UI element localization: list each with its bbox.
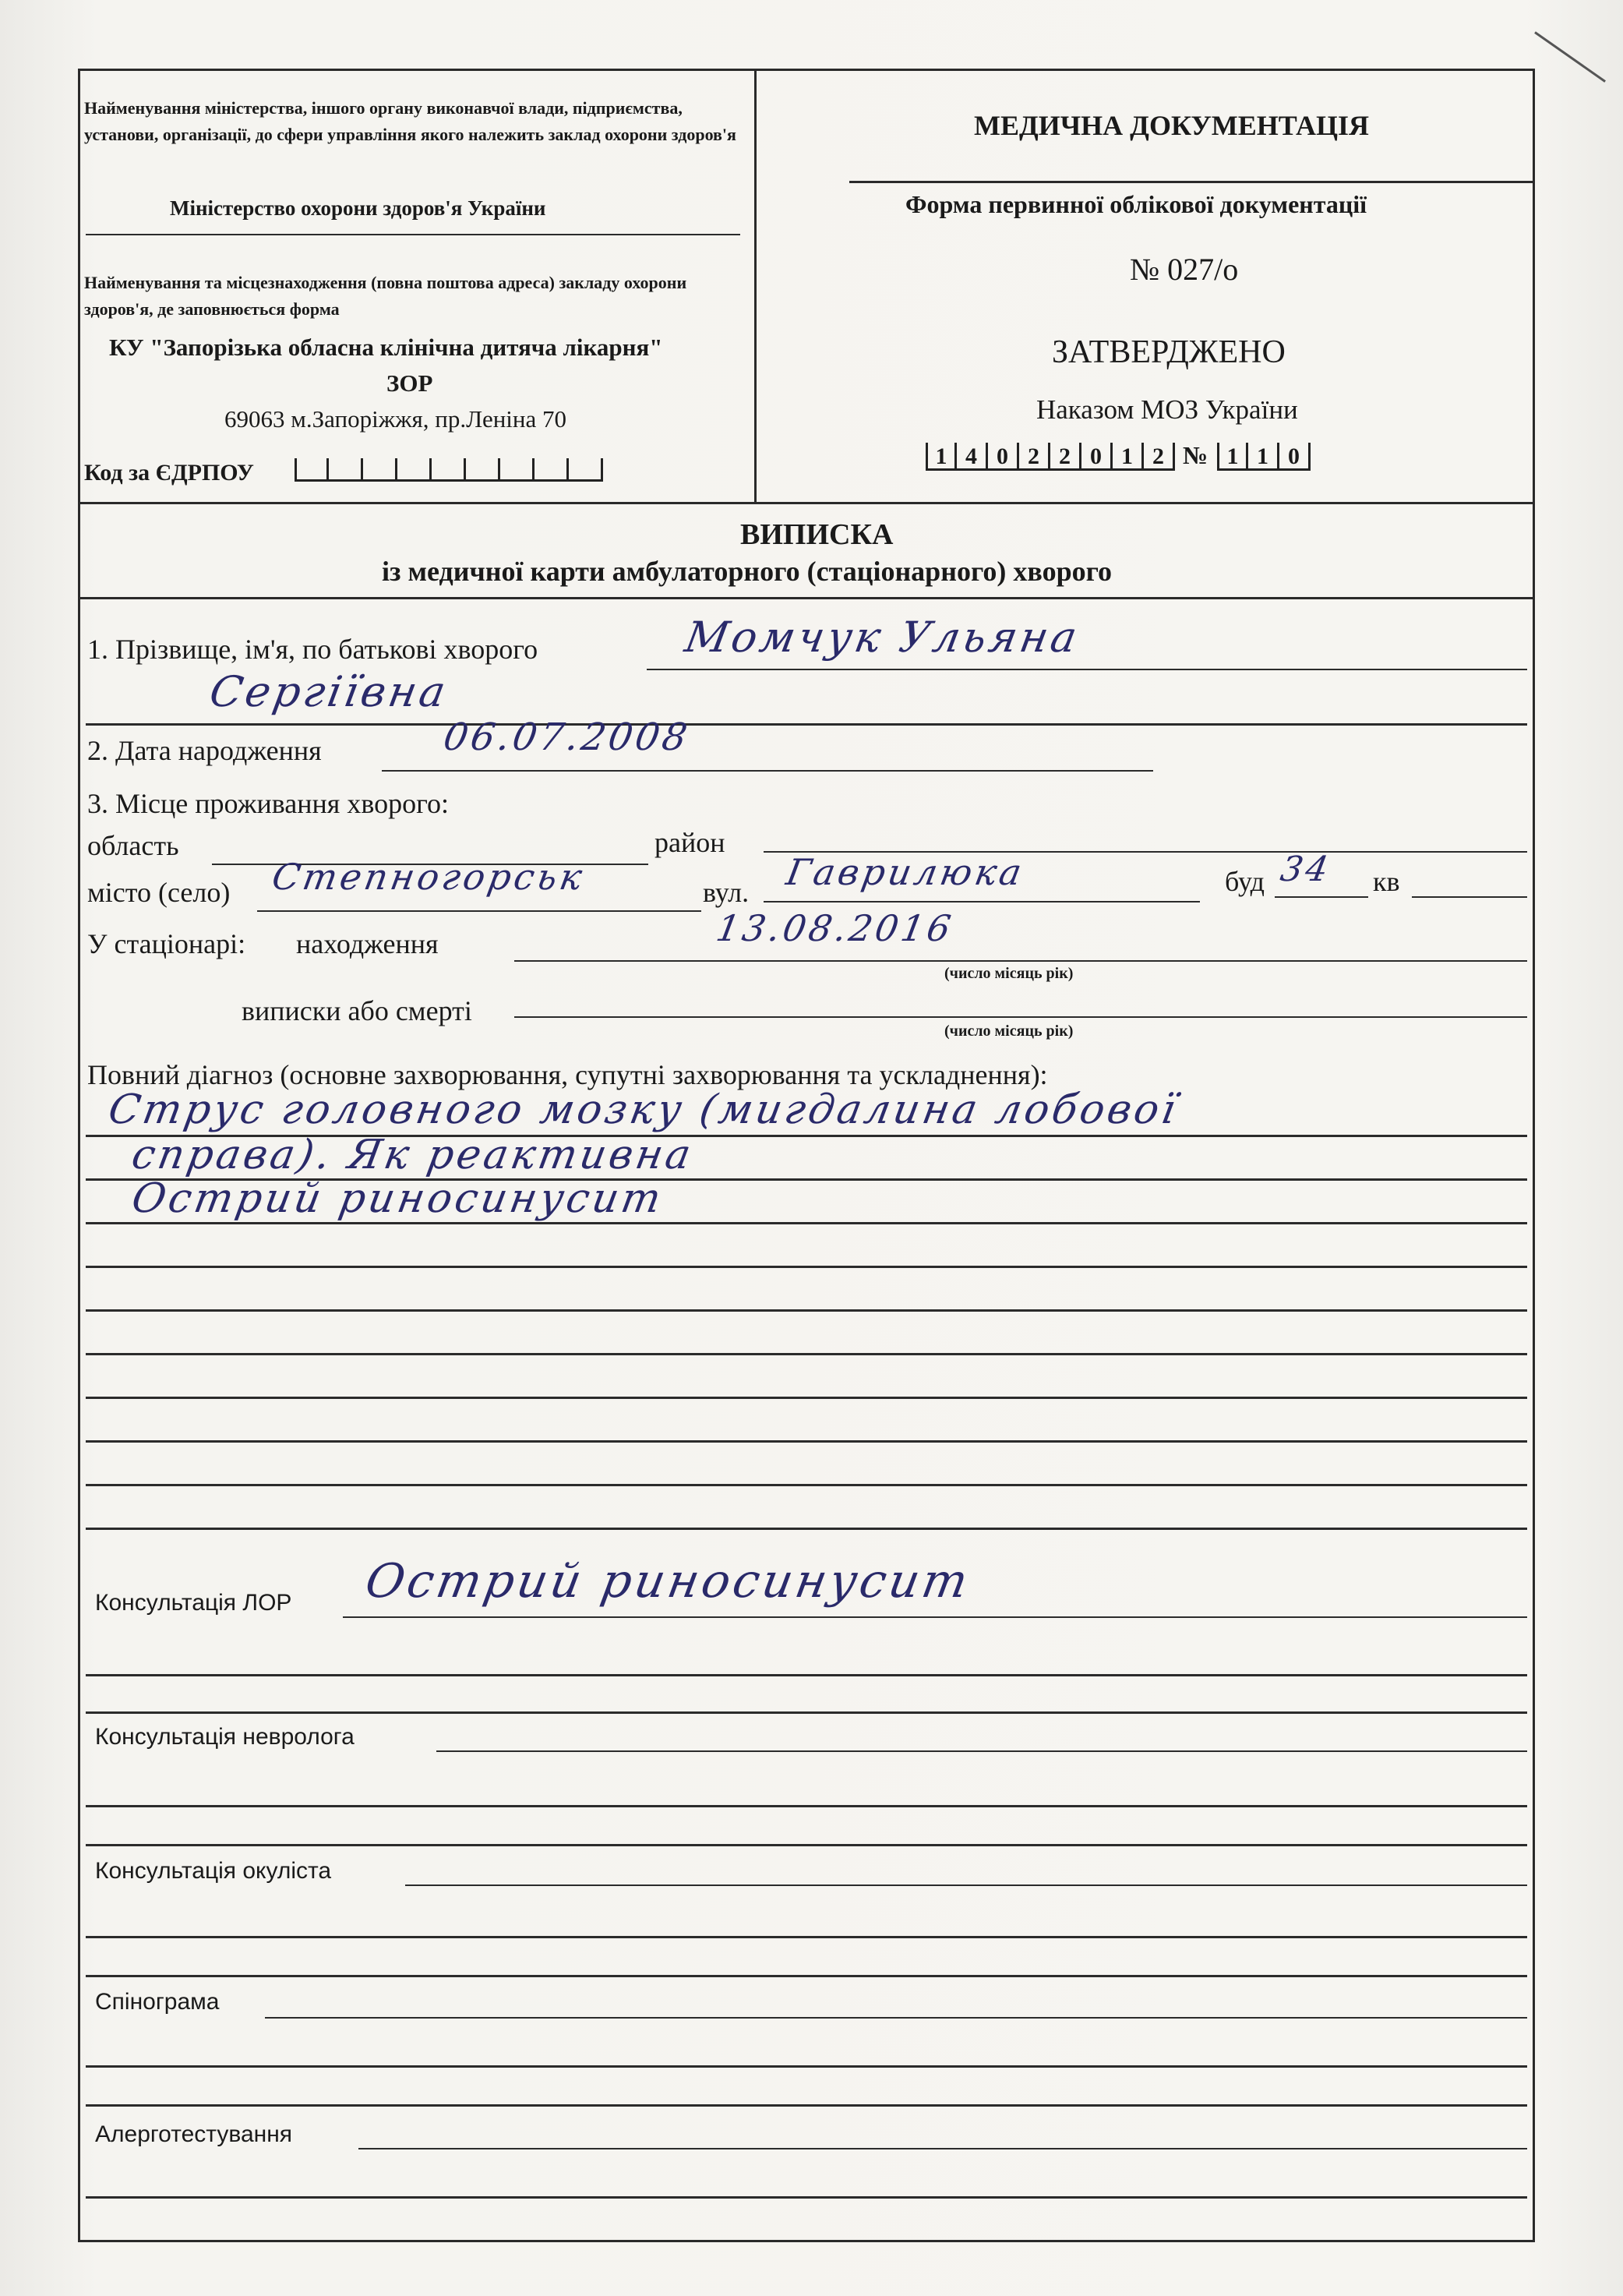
ent-consult-line <box>343 1616 1527 1618</box>
patient-name-label: 1. Прізвище, ім'я, по батькові хворого <box>87 634 538 665</box>
header-bottom-border <box>78 502 1535 504</box>
edrpou-cell <box>500 458 535 482</box>
diagnosis-line-6 <box>86 1353 1527 1355</box>
building-line <box>1275 896 1368 898</box>
order-date-digit: 2 <box>1144 443 1175 471</box>
order-date-cells <box>926 443 1175 471</box>
admission-label: находження <box>296 928 439 959</box>
eye-consult-line <box>405 1884 1527 1886</box>
order-number-digit: 0 <box>1279 443 1311 471</box>
diagnosis-line-2-handwriting: справа). Як реактивна <box>128 1132 697 1178</box>
spinogram-label: Спінограма <box>95 1989 220 2015</box>
patient-surname-handwriting: Момчук Ульяна <box>681 613 1084 662</box>
edrpou-cell <box>329 458 363 482</box>
patient-patronymic-handwriting: Сергіївна <box>206 667 453 716</box>
admission-date-hint: (число місяць рік) <box>944 965 1074 982</box>
birth-date-label: 2. Дата народження <box>87 735 322 766</box>
diagnosis-line-5 <box>86 1309 1527 1312</box>
facility-name: КУ "Запорізька обласна клінічна дитяча лікарня" <box>109 334 663 361</box>
admission-date-handwriting: 13.08.2016 <box>713 907 958 949</box>
edrpou-cell <box>363 458 397 482</box>
edrpou-cell <box>569 458 603 482</box>
med-doc-title: МЕДИЧНА ДОКУМЕНТАЦІЯ <box>974 110 1369 141</box>
edrpou-cell <box>432 458 466 482</box>
edrpou-code-cells <box>295 458 603 482</box>
diagnosis-line-8 <box>86 1440 1527 1443</box>
facility-short: ЗОР <box>386 369 433 397</box>
discharge-date-hint: (число місяць рік) <box>944 1023 1074 1040</box>
facility-address: 69063 м.Запоріжжя, пр.Леніна 70 <box>224 405 567 433</box>
allergy-test-line <box>358 2148 1527 2149</box>
allergy-test-line-2 <box>86 2196 1527 2199</box>
ministry-underline <box>86 234 740 235</box>
neuro-consult-line-2 <box>86 1805 1527 1807</box>
stay-label: У стаціонарі: <box>87 928 246 959</box>
eye-consult-label: Консультація окуліста <box>95 1858 332 1884</box>
allergy-test-label: Алерготестування <box>95 2121 293 2147</box>
ent-consult-line-2 <box>86 1674 1527 1676</box>
diagnosis-line-3 <box>86 1222 1527 1224</box>
street-handwriting: Гаврилюка <box>783 851 1028 893</box>
spinogram-line <box>265 2017 1527 2019</box>
discharge-line <box>514 1016 1527 1018</box>
form-caption: Форма первинної облікової документації <box>905 190 1367 218</box>
birth-date-handwriting: 06.07.2008 <box>440 715 693 759</box>
street-label: вул. <box>703 877 750 908</box>
edrpou-label: Код за ЄДРПОУ <box>84 460 254 486</box>
diagnosis-line-3-handwriting: Острий риносинусит <box>128 1175 668 1222</box>
ministry-caption: Найменування міністерства, іншого органу виконавчої влади, підприємства, установи, організації, до сфери управління якого належить заклад охорони здоров'я <box>84 98 736 144</box>
order-date-digit: 2 <box>1019 443 1050 471</box>
ministry-name: Міністерство охорони здоров'я України <box>170 196 546 220</box>
order-number-cells <box>1217 443 1311 471</box>
building-label: буд <box>1225 866 1265 897</box>
doc-title: ВИПИСКА <box>740 518 894 551</box>
eye-consult-line-3 <box>86 1975 1527 1977</box>
order-date-digit: 0 <box>1081 443 1113 471</box>
birth-date-line <box>382 770 1153 772</box>
ent-consult-label: Консультація ЛОР <box>95 1590 292 1616</box>
edrpou-cell <box>397 458 432 482</box>
order-number-digit: 1 <box>1217 443 1248 471</box>
edrpou-cell <box>295 458 329 482</box>
diagnosis-label: Повний діагноз (основне захворювання, супутні захворювання та ускладнення): <box>87 1059 1048 1090</box>
order-date-digit: 2 <box>1050 443 1081 471</box>
approved-label: ЗАТВЕРДЖЕНО <box>1052 334 1286 370</box>
spinogram-line-2 <box>86 2065 1527 2068</box>
discharge-label: виписки або смерті <box>242 995 472 1026</box>
facility-caption: Найменування та місцезнаходження (повна поштова адреса) закладу охорони здоров'я, де заповнюється форма <box>84 273 687 319</box>
patient-name-line <box>647 669 1527 670</box>
header-divider-right <box>849 181 1535 183</box>
diagnosis-line-10 <box>86 1528 1527 1530</box>
neuro-consult-line <box>436 1750 1527 1752</box>
header-divider-vertical <box>754 69 757 502</box>
spinogram-line-3 <box>86 2104 1527 2107</box>
diagnosis-line-1-handwriting: Струс головного мозку (мигдалина лобової <box>104 1086 1183 1133</box>
street-line <box>764 901 1200 903</box>
diagnosis-line-9 <box>86 1484 1527 1486</box>
doc-subtitle: із медичної карти амбулаторного (стаціонарного) хворого <box>382 556 1113 587</box>
patient-name-line-2 <box>86 723 1527 726</box>
city-handwriting: Степногорськ <box>269 856 589 898</box>
order-date-digit: 1 <box>926 443 957 471</box>
neuro-consult-label: Консультація невролога <box>95 1724 355 1750</box>
order-date-digit: 0 <box>988 443 1019 471</box>
eye-consult-line-2 <box>86 1936 1527 1938</box>
diagnosis-line-4 <box>86 1266 1527 1268</box>
order-caption: Наказом МОЗ України <box>1036 394 1298 425</box>
order-date-digit: 1 <box>1113 443 1144 471</box>
neuro-consult-line-3 <box>86 1844 1527 1846</box>
region-label: область <box>87 830 179 861</box>
form-number: № 027/о <box>1130 252 1239 287</box>
apartment-line <box>1412 896 1527 898</box>
building-handwriting: 34 <box>1277 850 1335 889</box>
city-label: місто (село) <box>87 877 231 908</box>
ent-consult-line-3 <box>86 1711 1527 1714</box>
admission-line <box>514 960 1527 962</box>
apartment-label: кв <box>1373 866 1400 897</box>
title-bottom-border <box>78 597 1535 599</box>
district-label: район <box>654 827 725 858</box>
order-no-sign: № <box>1183 441 1208 469</box>
diagnosis-line-7 <box>86 1397 1527 1399</box>
edrpou-cell <box>535 458 569 482</box>
residence-label: 3. Місце проживання хворого: <box>87 788 449 819</box>
city-line <box>257 910 701 912</box>
edrpou-cell <box>466 458 500 482</box>
ent-consult-handwriting: Острий риносинусит <box>361 1554 976 1609</box>
order-date-digit: 4 <box>957 443 988 471</box>
order-number-digit: 1 <box>1248 443 1279 471</box>
